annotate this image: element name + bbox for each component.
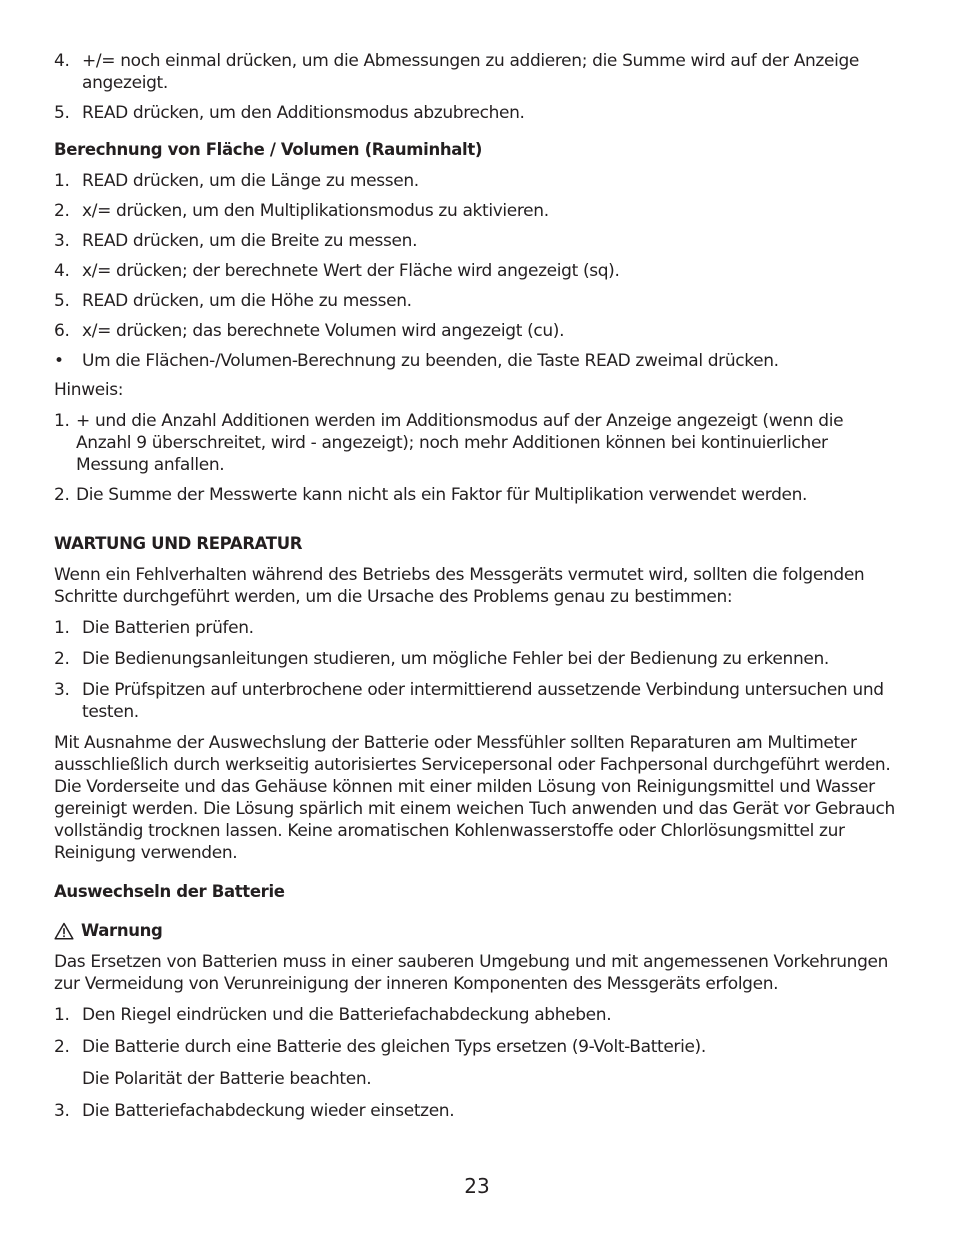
step-number: 6. — [54, 321, 70, 341]
step-text: x/= drücken; das berechnete Volumen wird angezeigt (cu). — [82, 321, 565, 341]
area-step-4 — [54, 260, 900, 282]
warning-row — [54, 920, 900, 942]
battery-heading: Auswechseln der Batterie — [54, 882, 285, 901]
step-text: READ drücken, um den Additionsmodus abzubrechen. — [82, 103, 525, 123]
step-text: Den Riegel eindrücken und die Batteriefachabdeckung abheben. — [82, 1005, 612, 1025]
battery-step-2 — [54, 1036, 900, 1058]
note-text: Die Summe der Messwerte kann nicht als ein Faktor für Multiplikation verwendet werden. — [76, 485, 808, 505]
note-number: 1. — [54, 411, 70, 431]
polarity-text: Die Polarität der Batterie beachten. — [82, 1069, 372, 1089]
step-text: x/= drücken, um den Multiplikationsmodus zu aktivieren. — [82, 201, 549, 221]
step-text: x/= drücken; der berechnete Wert der Fläche wird angezeigt (sq). — [82, 261, 620, 281]
step-number: 3. — [54, 680, 70, 700]
step-number: 2. — [54, 1037, 70, 1057]
maintenance-closing: Mit Ausnahme der Auswechslung der Batterie oder Messfühler sollten Reparaturen am Multimeter ausschließlich durch werkseitig autorisiertes Servicepersonal oder Fachpersonal durchgeführt werden. Die Vorderseite und das Gehäuse können mit einer milden Lösung von Reinigungsmittel und Wasser gereinigt werden. Die Lösung spärlich mit einem weichen Tuch anwenden und das Gerät vor Gebrauch vollständig trocknen lassen. Keine aromatischen Kohlenwasserstoffe oder Chlorlösungsmittel zur Reinigung verwenden. — [54, 733, 895, 863]
note-label: Hinweis: — [54, 380, 124, 400]
area-step-5 — [54, 290, 900, 312]
battery-step-1 — [54, 1004, 900, 1026]
step-text: Die Bedienungsanleitungen studieren, um mögliche Fehler bei der Bedienung zu erkennen. — [82, 649, 829, 669]
step-text: Die Batteriefachabdeckung wieder einsetzen. — [82, 1101, 455, 1121]
battery-step-3 — [54, 1100, 900, 1122]
maintenance-step-3 — [54, 679, 900, 723]
addition-step-4 — [54, 50, 900, 94]
maintenance-heading: WARTUNG UND REPARATUR — [54, 534, 303, 553]
warning-label: Warnung — [81, 921, 163, 940]
area-volume-heading: Berechnung von Fläche / Volumen (Rauminhalt) — [54, 140, 483, 159]
note-text: + und die Anzahl Additionen werden im Additionsmodus auf der Anzeige angezeigt (wenn die Anzahl 9 überschreitet, wird - angezeigt); noch mehr Additionen können bei kontinuierlicher Messung anfallen. — [76, 411, 844, 475]
addition-step-5 — [54, 102, 900, 124]
bullet-icon: • — [54, 351, 64, 371]
maintenance-step-1 — [54, 617, 900, 639]
step-number: 1. — [54, 618, 70, 638]
area-step-2 — [54, 200, 900, 222]
step-number: 5. — [54, 291, 70, 311]
note-number: 2. — [54, 485, 70, 505]
step-number: 1. — [54, 171, 70, 191]
step-text: +/= noch einmal drücken, um die Abmessungen zu addieren; die Summe wird auf der Anzeige angezeigt. — [82, 51, 860, 93]
step-number: 3. — [54, 1101, 70, 1121]
maintenance-step-2 — [54, 648, 900, 670]
step-number: 4. — [54, 51, 70, 71]
note-1 — [54, 410, 900, 476]
step-text: Die Batterien prüfen. — [82, 618, 254, 638]
manual-page — [54, 50, 900, 1122]
step-number: 4. — [54, 261, 70, 281]
area-step-6 — [54, 320, 900, 342]
step-text: READ drücken, um die Breite zu messen. — [82, 231, 418, 251]
warning-triangle-icon — [54, 922, 74, 940]
area-step-3 — [54, 230, 900, 252]
step-number: 2. — [54, 649, 70, 669]
page-number: 23 — [464, 1174, 490, 1198]
battery-intro: Das Ersetzen von Batterien muss in einer sauberen Umgebung und mit angemessenen Vorkehrungen zur Vermeidung von Verunreinigung der inneren Komponenten des Messgeräts erfolgen. — [54, 952, 889, 994]
note-2 — [54, 484, 900, 506]
step-number: 2. — [54, 201, 70, 221]
step-number: 1. — [54, 1005, 70, 1025]
bullet-text: Um die Flächen-/Volumen-Berechnung zu beenden, die Taste READ zweimal drücken. — [82, 351, 779, 371]
step-text: Die Prüfspitzen auf unterbrochene oder intermittierend aussetzende Verbindung untersuchen und testen. — [82, 680, 884, 722]
area-step-1 — [54, 170, 900, 192]
battery-polarity — [54, 1068, 900, 1090]
step-text: READ drücken, um die Länge zu messen. — [82, 171, 419, 191]
maintenance-intro: Wenn ein Fehlverhalten während des Betriebs des Messgeräts vermutet wird, sollten die folgenden Schritte durchgeführt werden, um die Ursache des Problems genau zu bestimmen: — [54, 565, 865, 607]
step-number: 3. — [54, 231, 70, 251]
step-text: Die Batterie durch eine Batterie des gleichen Typs ersetzen (9-Volt-Batterie). — [82, 1037, 706, 1057]
area-bullet — [54, 350, 900, 372]
step-number: 5. — [54, 103, 70, 123]
step-text: READ drücken, um die Höhe zu messen. — [82, 291, 412, 311]
